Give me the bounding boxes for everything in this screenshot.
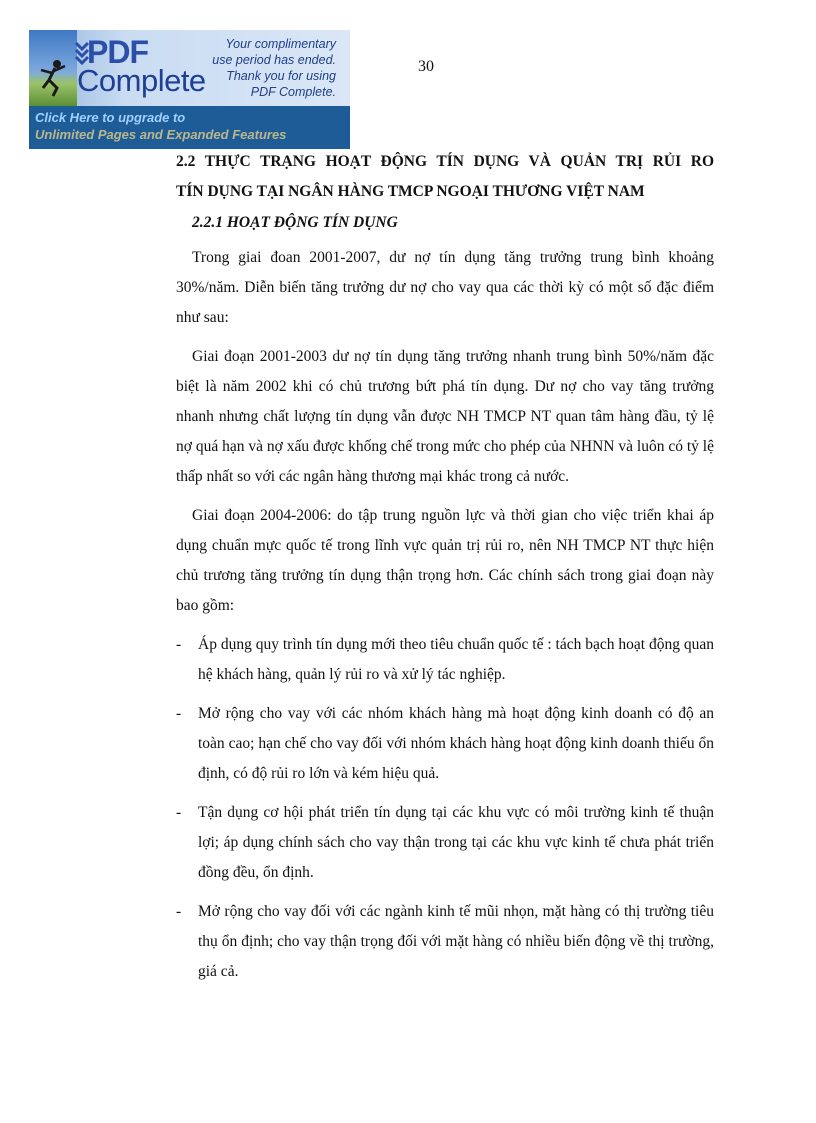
bullet-dash: -: [176, 804, 182, 821]
list-item: [176, 630, 714, 690]
list-item-text: Mở rộng cho vay với các nhóm khách hàng mà hoạt động kinh doanh có độ an toàn cao; hạn chế cho vay đối với nhóm khách hàng hoạt động kinh doanh thiếu ổn định, có độ rủi ro lớn và kém hiệu quả.: [198, 705, 714, 782]
upgrade-link[interactable]: [35, 109, 286, 143]
section-heading-line2: TÍN DỤNG TẠI NGÂN HÀNG TMCP NGOẠI THƯƠNG VIỆT NAM: [176, 183, 645, 200]
pdf-complete-upgrade-banner[interactable]: [29, 30, 350, 149]
banner-message-line: Thank you for using: [226, 69, 336, 83]
paragraph: Giai đoạn 2001-2003 dư nợ tín dụng tăng trưởng nhanh trung bình 50%/năm đặc biệt là năm 2002 khi có chủ trương bứt phá tín dụng. Dư nợ cho vay tăng trưởng nhanh nhưng chất lượng tín dụng vẫn được NH TMCP NT quan tâm hàng đầu, tỷ lệ nợ quá hạn và nợ xấu được khống chế trong mức cho phép của NHNN và luôn có tỷ lệ thấp nhất so với các ngân hàng thương mại khác trong cả nước.: [176, 348, 714, 485]
bullet-dash: -: [176, 636, 182, 653]
list-item-text: Áp dụng quy trình tín dụng mới theo tiêu chuẩn quốc tế : tách bạch hoạt động quan hệ khách hàng, quản lý rủi ro và xử lý tác nghiệp.: [198, 636, 714, 683]
pdf-logo-text: PDF: [87, 34, 148, 70]
banner-photo: [29, 30, 77, 106]
bullet-dash: -: [176, 903, 182, 920]
list-item: [176, 699, 714, 789]
upgrade-link-line1[interactable]: Click Here to upgrade to: [35, 110, 186, 125]
section-heading-line1: 2.2 THỰC TRẠNG HOẠT ĐỘNG TÍN DỤNG VÀ QUẢN TRỊ RỦI RO: [176, 153, 714, 170]
document-body: [176, 147, 714, 996]
banner-message-line: PDF Complete.: [250, 85, 336, 99]
list-item: [176, 798, 714, 888]
banner-message-line: Your complimentary: [225, 37, 336, 51]
bullet-dash: -: [176, 705, 182, 722]
paragraph: Giai đoạn 2004-2006: do tập trung nguồn lực và thời gian cho việc triển khai áp dụng chuẩn mực quốc tế trong lĩnh vực quản trị rủi ro, nên NH TMCP NT thực hiện chủ trương tăng trưởng tín dụng thận trọng hơn. Các chính sách trong giai đoạn này bao gồm:: [176, 507, 714, 614]
banner-message-line: use period has ended.: [212, 53, 336, 67]
banner-message: [212, 36, 336, 100]
page-number: 30: [418, 58, 434, 75]
policy-list: [176, 630, 714, 987]
complete-logo-text: Complete: [77, 63, 206, 98]
list-item-text: Tận dụng cơ hội phát triển tín dụng tại các khu vực có môi trường kinh tế thuận lợi; áp dụng chính sách cho vay thận trong tại các khu vực kinh tế chưa phát triển đồng đều, ổn định.: [198, 804, 714, 881]
paragraph: Trong giai đoan 2001-2007, dư nợ tín dụng tăng trưởng trung bình khoảng 30%/năm. Diễn biến tăng trưởng dư nợ cho vay qua các thời kỳ có một số đặc điểm như sau:: [176, 249, 714, 326]
list-item-text: Mở rộng cho vay đối với các ngành kinh tế mũi nhọn, mặt hàng có thị trường tiêu thụ ổn định; cho vay thận trọng đối với mặt hàng có nhiều biến động về thị trường, giá cả.: [198, 903, 714, 980]
list-item: [176, 897, 714, 987]
jumping-person-icon: [35, 58, 71, 98]
section-heading: [176, 147, 714, 207]
subsection-heading: 2.2.1 HOẠT ĐỘNG TÍN DỤNG: [192, 214, 398, 231]
upgrade-link-line2[interactable]: Unlimited Pages and Expanded Features: [35, 127, 287, 142]
